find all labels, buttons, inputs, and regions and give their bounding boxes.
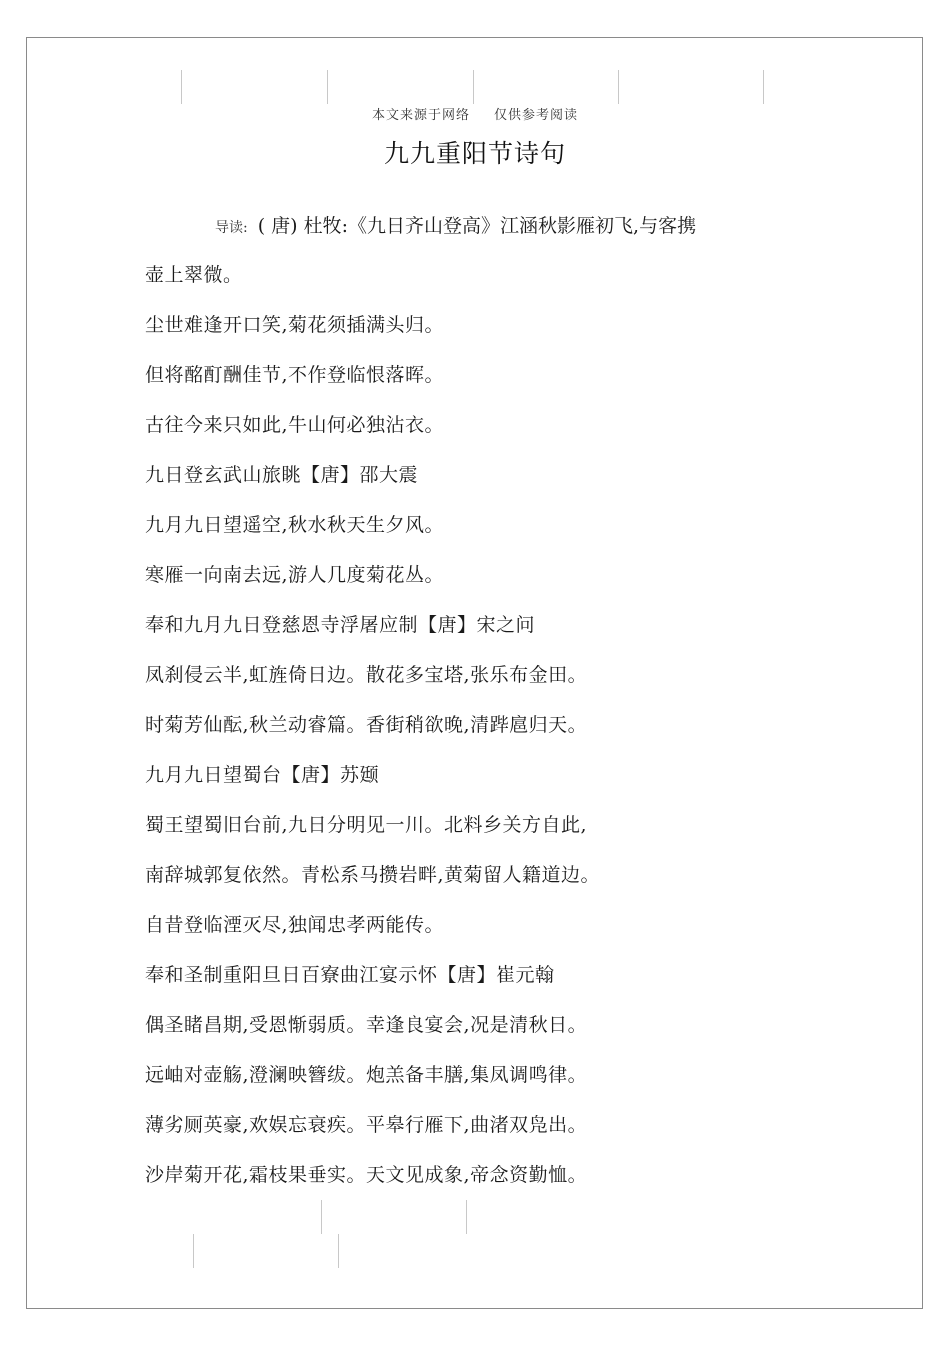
poem-line: 寒雁一向南去远,游人几度菊花丛。 — [145, 564, 445, 586]
poem-line: 九月九日望遥空,秋水秋天生夕风。 — [145, 514, 445, 536]
poem-title-line: 奉和圣制重阳旦日百寮曲江宴示怀【唐】崔元翰 — [145, 964, 555, 986]
poem-line: 薄劣厕英豪,欢娱忘衰疾。平皋行雁下,曲渚双凫出。 — [145, 1114, 588, 1136]
intro-label: 导读: — [215, 220, 248, 236]
reference-note: 仅供参考阅读 — [494, 108, 579, 123]
poem-line: 偶圣睹昌期,受恩惭弱质。幸逢良宴会,况是清秋日。 — [145, 1014, 588, 1036]
poem-line: 远岫对壶觞,澄澜映簪绂。炮羔备丰膳,集凤调鸣律。 — [145, 1064, 588, 1086]
poem-line: 蜀王望蜀旧台前,九日分明见一川。北料乡关方自此, — [145, 814, 588, 836]
poem-title-line: 九月九日望蜀台【唐】苏颋 — [145, 764, 380, 786]
poem-lines — [145, 262, 600, 1212]
top-rule-mark — [763, 70, 764, 104]
top-rule-mark — [327, 70, 328, 104]
bottom-rule-mark — [193, 1234, 194, 1268]
poem-line: 南辞城郭复依然。青松系马攒岩畔,黄菊留人籍道边。 — [145, 864, 601, 886]
top-rule-mark — [181, 70, 182, 104]
poem-line: 沙岸菊开花,霜枝果垂实。天文见成象,帝念资勤恤。 — [145, 1164, 588, 1186]
poem-line: 尘世难逢开口笑,菊花须插满头归。 — [145, 314, 445, 336]
poem-line: 凤刹侵云半,虹旌倚日边。散花多宝塔,张乐布金田。 — [145, 664, 588, 686]
intro-paragraph — [215, 211, 696, 238]
poem-title-line: 九日登玄武山旅眺【唐】邵大震 — [145, 464, 419, 486]
poem-line: 壶上翠微。 — [145, 264, 243, 286]
poem-line: 古往今来只如此,牛山何必独沾衣。 — [145, 414, 445, 436]
top-rule-mark — [618, 70, 619, 104]
source-note: 本文来源于网络 — [371, 108, 470, 123]
poem-line: 自昔登临湮灭尽,独闻忠孝两能传。 — [145, 914, 445, 936]
poem-line: 时菊芳仙酝,秋兰动睿篇。香街稍欲晚,清跸扈归天。 — [145, 714, 588, 736]
page-title: 九九重阳节诗句 — [383, 139, 566, 168]
poem-title-line: 奉和九月九日登慈恩寺浮屠应制【唐】宋之问 — [145, 614, 536, 636]
bottom-rule-mark — [338, 1234, 339, 1268]
top-rule-mark — [473, 70, 474, 104]
intro-text: ( 唐) 杜牧:《九日齐山登高》江涵秋影雁初飞,与客携 — [257, 215, 697, 237]
header-note — [0, 104, 950, 123]
poem-line: 但将酩酊酬佳节,不作登临恨落晖。 — [145, 364, 445, 386]
